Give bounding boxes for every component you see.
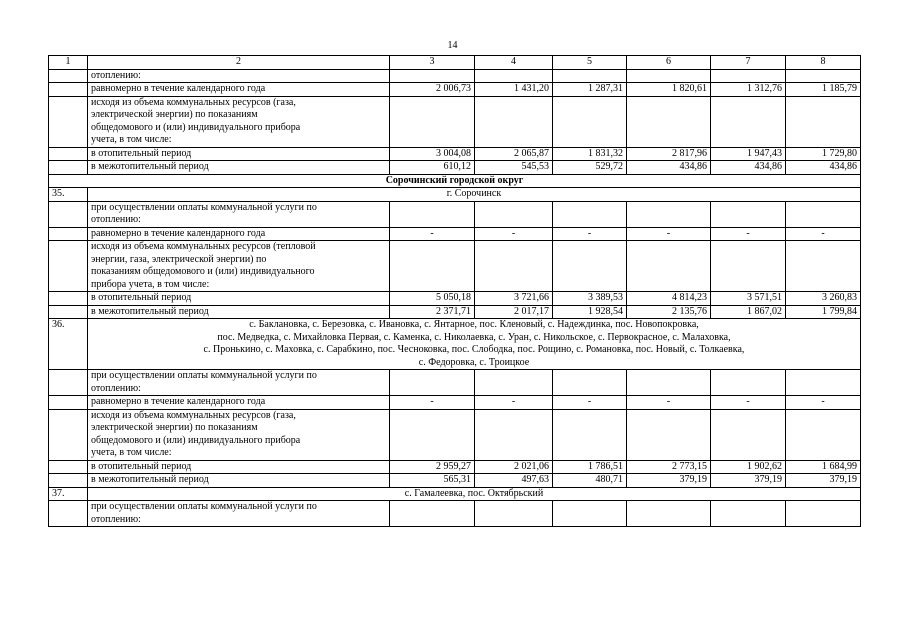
value-cell: 529,72 — [553, 161, 627, 175]
row-number: 36. — [49, 319, 88, 370]
description-line: при осуществлении оплаты коммунальной услуги по — [91, 501, 317, 512]
row-number — [49, 409, 88, 460]
locality-row — [49, 319, 861, 370]
value-cell: 1 831,32 — [553, 147, 627, 161]
row-label: равномерно в течение календарного года — [88, 83, 390, 97]
value-cell: 1 867,02 — [711, 305, 786, 319]
value-cell: 434,86 — [786, 161, 861, 175]
description-line: общедомового и (или) индивидуального прибора — [91, 121, 301, 133]
value-row — [49, 396, 861, 410]
value-cell: 610,12 — [390, 161, 475, 175]
row-label: в межотопительный период — [88, 161, 390, 175]
value-cell-empty — [553, 69, 627, 83]
locality-row — [49, 188, 861, 202]
row-number: 35. — [49, 188, 88, 202]
row-number — [49, 501, 88, 527]
row-number: 37. — [49, 487, 88, 501]
value-cell-empty — [711, 409, 786, 460]
value-cell-empty — [475, 201, 553, 227]
value-cell: - — [390, 227, 475, 241]
column-header: 2 — [88, 56, 390, 70]
value-cell: 1 287,31 — [553, 83, 627, 97]
description-line: отоплению: — [91, 214, 141, 225]
row-description — [88, 409, 390, 460]
value-cell-empty — [390, 201, 475, 227]
value-cell: - — [786, 227, 861, 241]
value-cell: 4 814,23 — [627, 292, 711, 306]
row-number — [49, 69, 88, 83]
value-cell-empty — [711, 96, 786, 147]
value-cell: 379,19 — [627, 474, 711, 488]
value-row — [49, 292, 861, 306]
locality-line: пос. Медведка, с. Михайловка Первая, с. Каменка, с. Николаевка, с. Уран, с. Никольское, с. Первокрасное, с. Малаховка, — [217, 331, 731, 343]
row-number — [49, 161, 88, 175]
row-number — [49, 201, 88, 227]
description-line: при осуществлении оплаты коммунальной услуги по — [91, 201, 317, 213]
value-cell-empty — [475, 96, 553, 147]
description-line: показаниям общедомового и (или) индивидуального — [91, 266, 315, 277]
value-cell: - — [475, 227, 553, 241]
row-label: в отопительный период — [88, 292, 390, 306]
value-row — [49, 460, 861, 474]
row-description — [88, 69, 390, 83]
value-row — [49, 83, 861, 97]
value-cell-empty — [786, 370, 861, 396]
description-row — [49, 241, 861, 292]
row-label: равномерно в течение календарного года — [88, 396, 390, 410]
value-cell: - — [627, 227, 711, 241]
value-cell: 2 021,06 — [475, 460, 553, 474]
value-cell: 1 185,79 — [786, 83, 861, 97]
value-cell: 2 006,73 — [390, 83, 475, 97]
row-label: в отопительный период — [88, 460, 390, 474]
row-label: в межотопительный период — [88, 305, 390, 319]
value-cell-empty — [711, 201, 786, 227]
column-header: 4 — [475, 56, 553, 70]
value-cell-empty — [553, 409, 627, 460]
value-cell-empty — [390, 69, 475, 83]
value-cell: - — [627, 396, 711, 410]
value-cell-empty — [627, 241, 711, 292]
value-cell-empty — [475, 241, 553, 292]
value-cell-empty — [627, 370, 711, 396]
description-row — [49, 370, 861, 396]
value-cell: 1 799,84 — [786, 305, 861, 319]
row-description — [88, 241, 390, 292]
value-cell: 434,86 — [627, 161, 711, 175]
value-cell-empty — [786, 201, 861, 227]
value-cell-empty — [786, 409, 861, 460]
value-cell-empty — [553, 241, 627, 292]
column-header: 3 — [390, 56, 475, 70]
value-cell: 1 786,51 — [553, 460, 627, 474]
description-line: исходя из объема коммунальных ресурсов (тепловой — [91, 241, 316, 252]
value-cell: 545,53 — [475, 161, 553, 175]
district-heading: Сорочинский городской округ — [49, 174, 861, 188]
row-number — [49, 96, 88, 147]
locality-line: г. Сорочинск — [446, 188, 502, 199]
value-cell: 3 721,66 — [475, 292, 553, 306]
value-cell: 1 431,20 — [475, 83, 553, 97]
value-cell: 1 312,76 — [711, 83, 786, 97]
row-description — [88, 370, 390, 396]
value-cell: 497,63 — [475, 474, 553, 488]
column-header: 5 — [553, 56, 627, 70]
value-cell-empty — [390, 96, 475, 147]
row-number — [49, 292, 88, 306]
row-label: равномерно в течение календарного года — [88, 227, 390, 241]
value-cell: 2 017,17 — [475, 305, 553, 319]
value-cell-empty — [553, 201, 627, 227]
value-cell-empty — [786, 69, 861, 83]
row-number — [49, 305, 88, 319]
value-cell-empty — [553, 96, 627, 147]
value-cell-empty — [711, 241, 786, 292]
description-line: электрической энергии) по показаниям — [91, 422, 258, 433]
value-cell: 1 684,99 — [786, 460, 861, 474]
column-header: 8 — [786, 56, 861, 70]
value-cell: 3 004,08 — [390, 147, 475, 161]
value-cell: 2 135,76 — [627, 305, 711, 319]
value-cell: - — [390, 396, 475, 410]
row-number — [49, 396, 88, 410]
description-line: исходя из объема коммунальных ресурсов (газа, — [91, 96, 296, 108]
description-line: общедомового и (или) индивидуального прибора — [91, 434, 301, 446]
value-cell: - — [786, 396, 861, 410]
description-row — [49, 96, 861, 147]
locality-names — [88, 319, 861, 370]
value-cell-empty — [475, 409, 553, 460]
locality-line: с. Пронькино, с. Маховка, с. Сарабкино, пос. Чесноковка, пос. Слободка, пос. Рощино, с. Романовка, пос. Новый, с. Толкаевка, — [203, 344, 745, 355]
description-line: отоплению: — [91, 382, 141, 394]
district-row — [49, 174, 861, 188]
value-cell-empty — [627, 201, 711, 227]
value-cell: - — [711, 227, 786, 241]
locality-row — [49, 487, 861, 501]
value-cell-empty — [475, 370, 553, 396]
description-line: прибора учета, в том числе: — [91, 278, 210, 290]
value-cell: 1 928,54 — [553, 305, 627, 319]
description-row — [49, 69, 861, 83]
value-row — [49, 474, 861, 488]
value-cell-empty — [786, 501, 861, 527]
description-row — [49, 409, 861, 460]
value-cell-empty — [553, 370, 627, 396]
row-label: в отопительный период — [88, 147, 390, 161]
value-cell: - — [553, 227, 627, 241]
locality-line: с. Баклановка, с. Березовка, с. Ивановка, с. Янтарное, пос. Кленовый, с. Надеждинка, пос. Новопокровка, — [249, 319, 699, 330]
value-cell: - — [553, 396, 627, 410]
value-cell: 2 371,71 — [390, 305, 475, 319]
value-cell-empty — [627, 409, 711, 460]
value-cell: 2 959,27 — [390, 460, 475, 474]
description-row — [49, 501, 861, 527]
value-cell-empty — [627, 96, 711, 147]
value-cell: 3 389,53 — [553, 292, 627, 306]
value-row — [49, 227, 861, 241]
value-cell: 1 729,80 — [786, 147, 861, 161]
value-cell-empty — [390, 370, 475, 396]
description-line: отоплению: — [91, 69, 141, 81]
value-row — [49, 161, 861, 175]
row-number — [49, 83, 88, 97]
column-header: 1 — [49, 56, 88, 70]
value-cell: 1 902,62 — [711, 460, 786, 474]
value-cell-empty — [711, 69, 786, 83]
value-cell: 379,19 — [711, 474, 786, 488]
value-cell-empty — [627, 501, 711, 527]
value-row — [49, 147, 861, 161]
description-line: энергии, газа, электрической энергии) по — [91, 253, 267, 265]
value-cell: 2 773,15 — [627, 460, 711, 474]
value-cell: 2 817,96 — [627, 147, 711, 161]
description-row — [49, 201, 861, 227]
page-number: 14 — [447, 40, 458, 51]
row-number — [49, 147, 88, 161]
locality-line: с. Федоровка, с. Троицкое — [418, 356, 530, 368]
row-number — [49, 474, 88, 488]
value-cell-empty — [786, 96, 861, 147]
value-cell-empty — [553, 501, 627, 527]
row-number — [49, 460, 88, 474]
value-cell: 1 820,61 — [627, 83, 711, 97]
row-label: в межотопительный период — [88, 474, 390, 488]
column-header: 6 — [627, 56, 711, 70]
description-line: учета, в том числе: — [91, 447, 172, 458]
row-description — [88, 201, 390, 227]
value-cell: 5 050,18 — [390, 292, 475, 306]
description-line: отоплению: — [91, 513, 141, 525]
value-cell-empty — [475, 69, 553, 83]
value-cell-empty — [786, 241, 861, 292]
row-number — [49, 227, 88, 241]
description-line: исходя из объема коммунальных ресурсов (газа, — [91, 409, 296, 421]
row-description — [88, 501, 390, 527]
locality-names — [88, 188, 861, 202]
locality-names — [88, 487, 861, 501]
value-cell-empty — [711, 501, 786, 527]
value-cell: 1 947,43 — [711, 147, 786, 161]
row-number — [49, 241, 88, 292]
value-cell: - — [711, 396, 786, 410]
value-cell: - — [475, 396, 553, 410]
tariff-table — [48, 55, 861, 527]
row-number — [49, 370, 88, 396]
value-cell: 565,31 — [390, 474, 475, 488]
value-cell-empty — [390, 501, 475, 527]
description-line: учета, в том числе: — [91, 134, 172, 145]
value-cell: 2 065,87 — [475, 147, 553, 161]
row-description — [88, 96, 390, 147]
value-cell-empty — [711, 370, 786, 396]
value-cell: 434,86 — [711, 161, 786, 175]
value-cell: 3 260,83 — [786, 292, 861, 306]
value-cell-empty — [627, 69, 711, 83]
locality-line: с. Гамалеевка, пос. Октябрьский — [404, 487, 544, 499]
value-cell: 379,19 — [786, 474, 861, 488]
value-row — [49, 305, 861, 319]
value-cell-empty — [390, 409, 475, 460]
column-header: 7 — [711, 56, 786, 70]
value-cell: 480,71 — [553, 474, 627, 488]
description-line: при осуществлении оплаты коммунальной услуги по — [91, 370, 317, 381]
value-cell-empty — [390, 241, 475, 292]
description-line: электрической энергии) по показаниям — [91, 109, 258, 120]
value-cell-empty — [475, 501, 553, 527]
value-cell: 3 571,51 — [711, 292, 786, 306]
table-header-row — [49, 56, 861, 70]
